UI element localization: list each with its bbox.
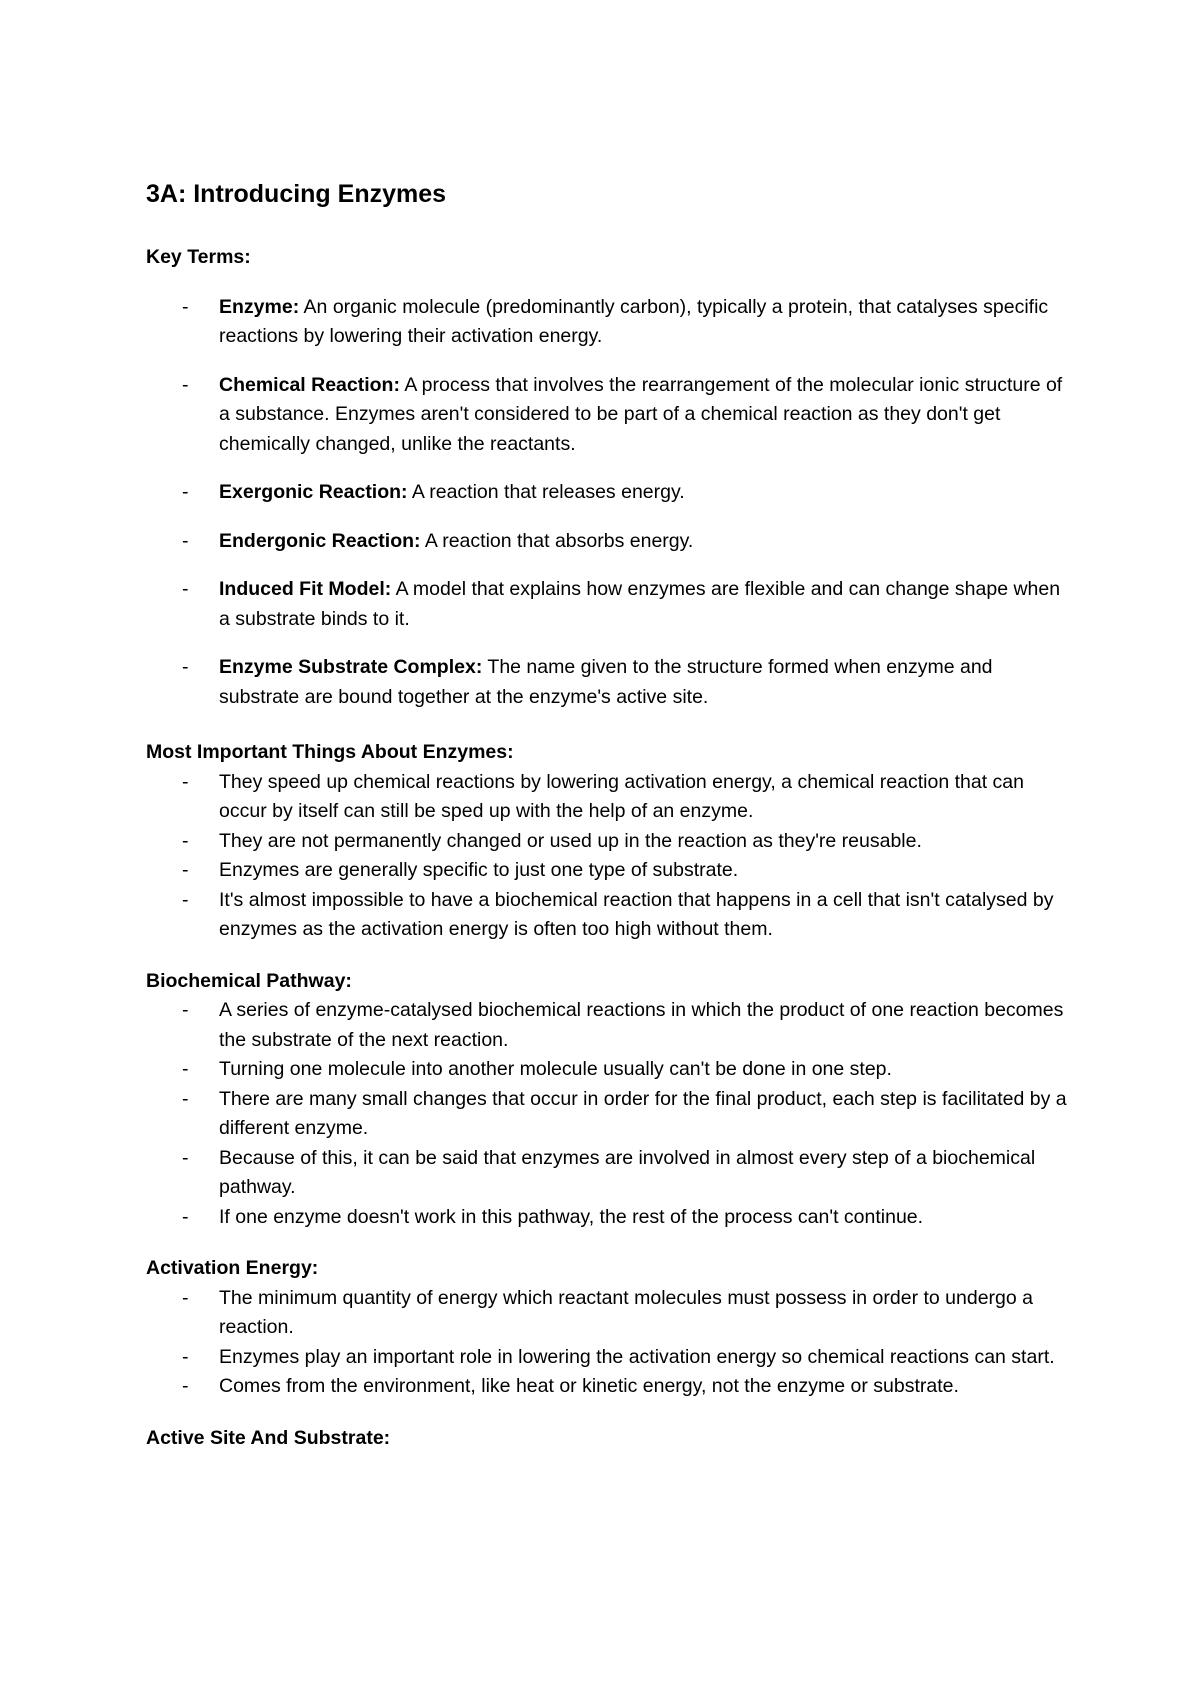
dash-bullet: -	[182, 1058, 189, 1080]
list-item	[146, 1284, 1076, 1343]
list-item	[146, 1055, 1076, 1085]
list-item	[146, 1085, 1076, 1144]
dash-bullet: -	[182, 295, 189, 318]
important-things-list	[146, 768, 1076, 945]
activation-energy-list	[146, 1284, 1076, 1402]
list-item	[146, 768, 1076, 827]
dash-bullet: -	[182, 1146, 189, 1169]
term-label: Induced Fit Model:	[219, 578, 392, 600]
dash-bullet: -	[182, 481, 189, 503]
list-item	[146, 1203, 1076, 1233]
term-label: Enzyme Substrate Complex:	[219, 656, 483, 678]
dash-bullet: -	[182, 1205, 189, 1228]
term-label: Endergonic Reaction:	[219, 529, 421, 552]
dash-bullet: -	[182, 578, 189, 600]
list-item-text: Turning one molecule into another molecule usually can't be done in one step.	[219, 1058, 892, 1080]
term-definition: The name given to the structure formed when enzyme and substrate are bound together at the enzyme's active site.	[219, 656, 993, 708]
dash-bullet: -	[182, 1345, 189, 1368]
key-terms-list	[146, 293, 1076, 713]
term-label: Exergonic Reaction:	[219, 481, 408, 503]
dash-bullet: -	[182, 373, 189, 396]
dash-bullet: -	[182, 1087, 189, 1110]
activation-energy-heading: Activation Energy:	[146, 1257, 319, 1279]
list-item-text: Because of this, it can be said that enzymes are involved in almost every step of a biochemical pathway.	[219, 1146, 1036, 1198]
page-title: 3A: Introducing Enzymes	[146, 180, 447, 208]
document-body	[146, 176, 1076, 1453]
list-item	[146, 478, 1076, 508]
important-things-heading: Most Important Things About Enzymes:	[146, 741, 514, 763]
list-item	[146, 527, 1076, 557]
list-item-text: There are many small changes that occur in order for the final product, each step is facilitated by a different enzyme.	[219, 1087, 1067, 1139]
list-item-text: Enzymes play an important role in lowering the activation energy so chemical reactions can start.	[219, 1345, 1055, 1368]
biochemical-pathway-list	[146, 996, 1076, 1232]
list-item	[146, 996, 1076, 1055]
dash-bullet: -	[182, 888, 189, 911]
list-item	[146, 1372, 1076, 1402]
dash-bullet: -	[182, 656, 189, 678]
list-item-text: They are not permanently changed or used up in the reaction as they're reusable.	[219, 829, 922, 852]
dash-bullet: -	[182, 859, 189, 881]
list-item-text: A series of enzyme-catalysed biochemical reactions in which the product of one reaction becomes the substrate of the next reaction.	[219, 999, 1064, 1051]
list-item	[146, 293, 1076, 352]
term-label: Chemical Reaction:	[219, 373, 400, 396]
term-definition: A reaction that absorbs energy.	[424, 529, 694, 552]
dash-bullet: -	[182, 829, 189, 852]
list-item-text: They speed up chemical reactions by lowering activation energy, a chemical reaction that can occur by itself can still be sped up with the help of an enzyme.	[219, 770, 1024, 822]
dash-bullet: -	[182, 1375, 189, 1397]
term-label: Enzyme:	[219, 295, 300, 318]
term-definition: A process that involves the rearrangement of the molecular ionic structure of a substance. Enzymes aren't considered to be part of a chemical reaction as they don't get chemically changed, unlike the reactants.	[219, 373, 1063, 455]
list-item	[146, 827, 1076, 857]
term-definition: A model that explains how enzymes are flexible and can change shape when a substrate binds to it.	[219, 578, 1061, 630]
list-item	[146, 886, 1076, 945]
dash-bullet: -	[182, 1286, 189, 1309]
dash-bullet: -	[182, 999, 189, 1021]
dash-bullet: -	[182, 770, 189, 793]
term-definition: A reaction that releases energy.	[411, 481, 685, 503]
list-item	[146, 1343, 1076, 1373]
list-item-text: Comes from the environment, like heat or kinetic energy, not the enzyme or substrate.	[219, 1375, 959, 1397]
dash-bullet: -	[182, 529, 189, 552]
list-item	[146, 1144, 1076, 1203]
list-item	[146, 653, 1076, 712]
term-definition: An organic molecule (predominantly carbon), typically a protein, that catalyses specific reactions by lowering their activation energy.	[219, 295, 1049, 347]
key-terms-heading: Key Terms:	[146, 246, 251, 268]
list-item	[146, 575, 1076, 634]
list-item	[146, 856, 1076, 886]
list-item-text: Enzymes are generally specific to just one type of substrate.	[219, 859, 739, 881]
active-site-heading: Active Site And Substrate:	[146, 1426, 391, 1449]
list-item-text: The minimum quantity of energy which reactant molecules must possess in order to undergo a reaction.	[219, 1286, 1033, 1338]
list-item	[146, 371, 1076, 460]
biochemical-pathway-heading: Biochemical Pathway:	[146, 969, 352, 992]
list-item-text: It's almost impossible to have a biochemical reaction that happens in a cell that isn't catalysed by enzymes as the activation energy is often too high without them.	[219, 888, 1054, 940]
list-item-text: If one enzyme doesn't work in this pathway, the rest of the process can't continue.	[219, 1205, 924, 1228]
